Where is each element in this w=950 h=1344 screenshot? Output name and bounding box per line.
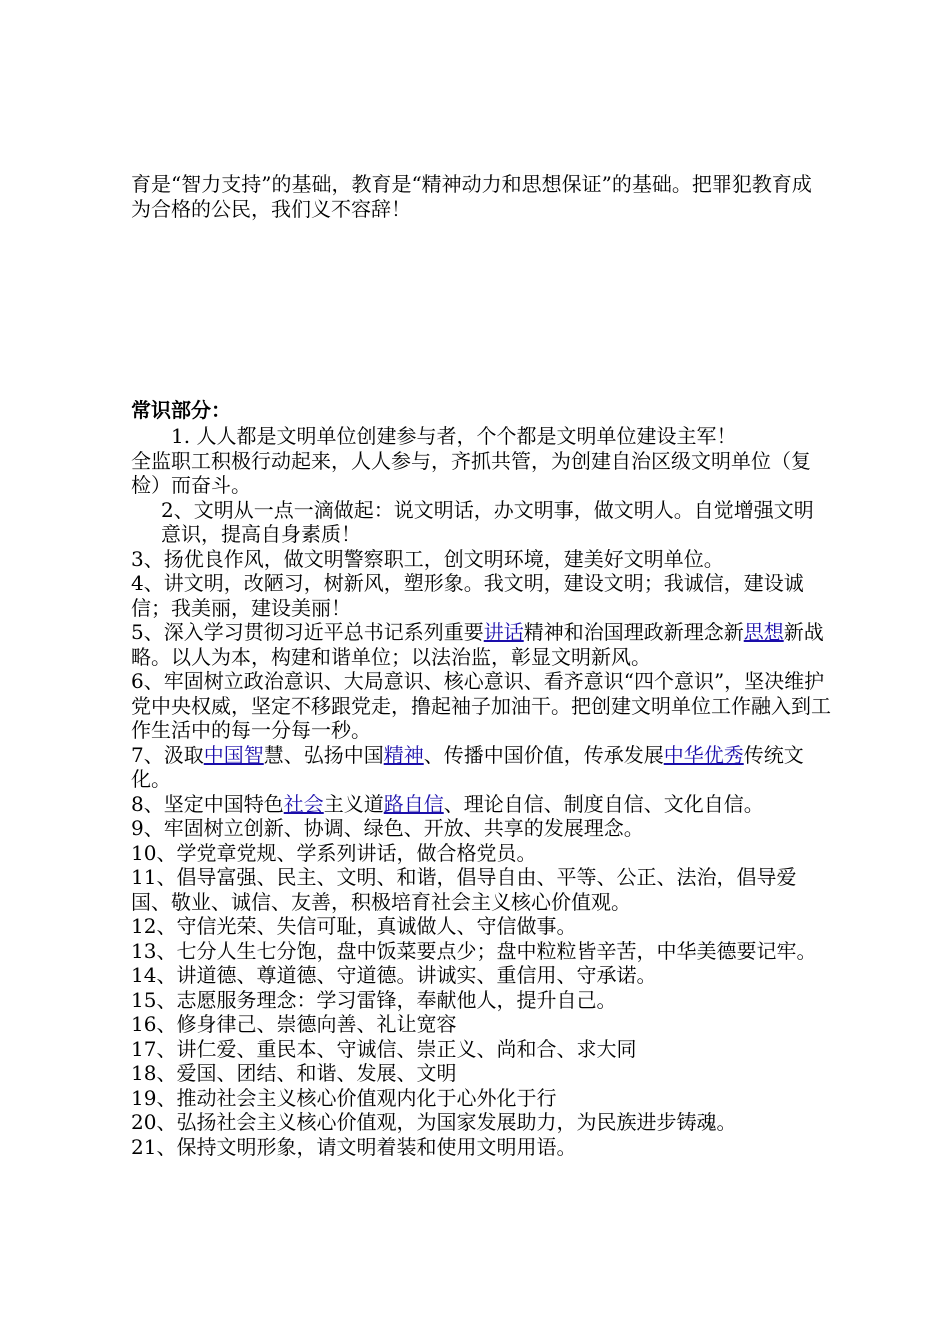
link-zhongguo-zhi[interactable]: 中国智: [203, 742, 264, 767]
list-item-7-text-4: 传统文化。: [131, 742, 804, 791]
list-item-7: [131, 743, 831, 792]
link-lu-zixin[interactable]: 路自信: [383, 791, 444, 816]
list-item-5-text-2: 精神和治国理政新理念新: [523, 620, 744, 644]
intro-paragraph: 育是“智力支持”的基础，教育是“精神动力和思想保证”的基础。把罪犯教育成为合格的公民，我们义不容辞！: [131, 172, 812, 221]
link-jianghua[interactable]: 讲话: [483, 620, 524, 644]
list-item-5-text-3: 新战略。以人为本，构建和谐单位；以法治监，彰显文明新风。: [131, 620, 824, 669]
list-item-15: 15、志愿服务理念：学习雷锋，奉献他人，提升自己。: [131, 987, 617, 1012]
list-item-16: 16、修身律己、崇德向善、礼让宽容: [131, 1012, 457, 1036]
list-item-6: 6、牢固树立政治意识、大局意识、核心意识、看齐意识“四个意识”，坚决维护党中央权威，坚定不移跟党走，撸起袖子加油干。把创建文明单位工作融入到工作生活中的每一分每一秒。: [131, 669, 831, 742]
list-item-2: 2、文明从一点一滴做起：说文明话，办文明事，做文明人。自觉增强文明意识，提高自身素质！: [161, 497, 814, 546]
slogan-list: [131, 424, 831, 1159]
list-item-8-text-1: 8、坚定中国特色: [131, 791, 284, 816]
list-item-21: 21、保持文明形象，请文明着装和使用文明用语。: [131, 1134, 577, 1159]
link-shehui[interactable]: 社会: [283, 791, 324, 816]
section-heading: 常识部分：: [131, 398, 231, 422]
list-item-5-text-1: 5、深入学习贯彻习近平总书记系列重要: [131, 620, 484, 644]
list-item-10: 10、学党章党规、学系列讲话，做合格党员。: [131, 840, 537, 865]
link-zhonghua-youxiu[interactable]: 中华优秀: [663, 742, 744, 767]
list-item-20: 20、弘扬社会主义核心价值观，为国家发展助力，为民族进步铸魂。: [131, 1110, 737, 1134]
link-jingshen[interactable]: 精神: [383, 742, 424, 767]
list-item-1a: 1. 人人都是文明单位创建参与者，个个都是文明单位建设主军！: [171, 424, 737, 448]
list-item-8-text-2: 主义道: [323, 791, 384, 816]
list-item-11: 11、倡导富强、民主、文明、和谐，倡导自由、平等、公正、法治，倡导爱国、敬业、诚信、友善，积极培育社会主义核心价值观。: [131, 865, 797, 914]
list-item-8: [131, 792, 831, 817]
list-item-7-text-2: 慧、弘扬中国: [263, 742, 384, 767]
list-item-18: 18、爱国、团结、和谐、发展、文明: [131, 1061, 457, 1085]
list-item-19: 19、推动社会主义核心价值观内化于心外化于行: [131, 1085, 557, 1110]
list-item-3: 3、扬优良作风，做文明警察职工，创文明环境，建美好文明单位。: [131, 546, 724, 571]
list-item-14: 14、讲道德、尊道德、守道德。讲诚实、重信用、守承诺。: [131, 963, 657, 987]
list-item-5: [131, 620, 831, 669]
list-item-1b: 全监职工积极行动起来，人人参与，齐抓共管，为创建自治区级文明单位（复检）而奋斗。: [131, 448, 811, 497]
list-item-17: 17、讲仁爱、重民本、守诚信、崇正义、尚和合、求大同: [131, 1036, 637, 1061]
list-item-13: 13、七分人生七分饱，盘中饭菜要点少；盘中粒粒皆辛苦，中华美德要记牢。: [131, 938, 817, 963]
list-item-4: 4、讲文明，改陋习，树新风，塑形象。我文明，建设文明；我诚信，建设诚信；我美丽，建设美丽！: [131, 571, 804, 620]
list-item-7-text-3: 、传播中国价值，传承发展: [423, 742, 664, 767]
list-item-12: 12、守信光荣、失信可耻，真诚做人、守信做事。: [131, 914, 577, 938]
list-item-7-text-1: 7、汲取: [131, 742, 204, 767]
list-item-9: 9、牢固树立创新、协调、绿色、开放、共享的发展理念。: [131, 816, 644, 840]
list-item-8-text-3: 、理论自信、制度自信、文化自信。: [443, 791, 764, 816]
link-sixiang[interactable]: 思想: [743, 620, 784, 644]
